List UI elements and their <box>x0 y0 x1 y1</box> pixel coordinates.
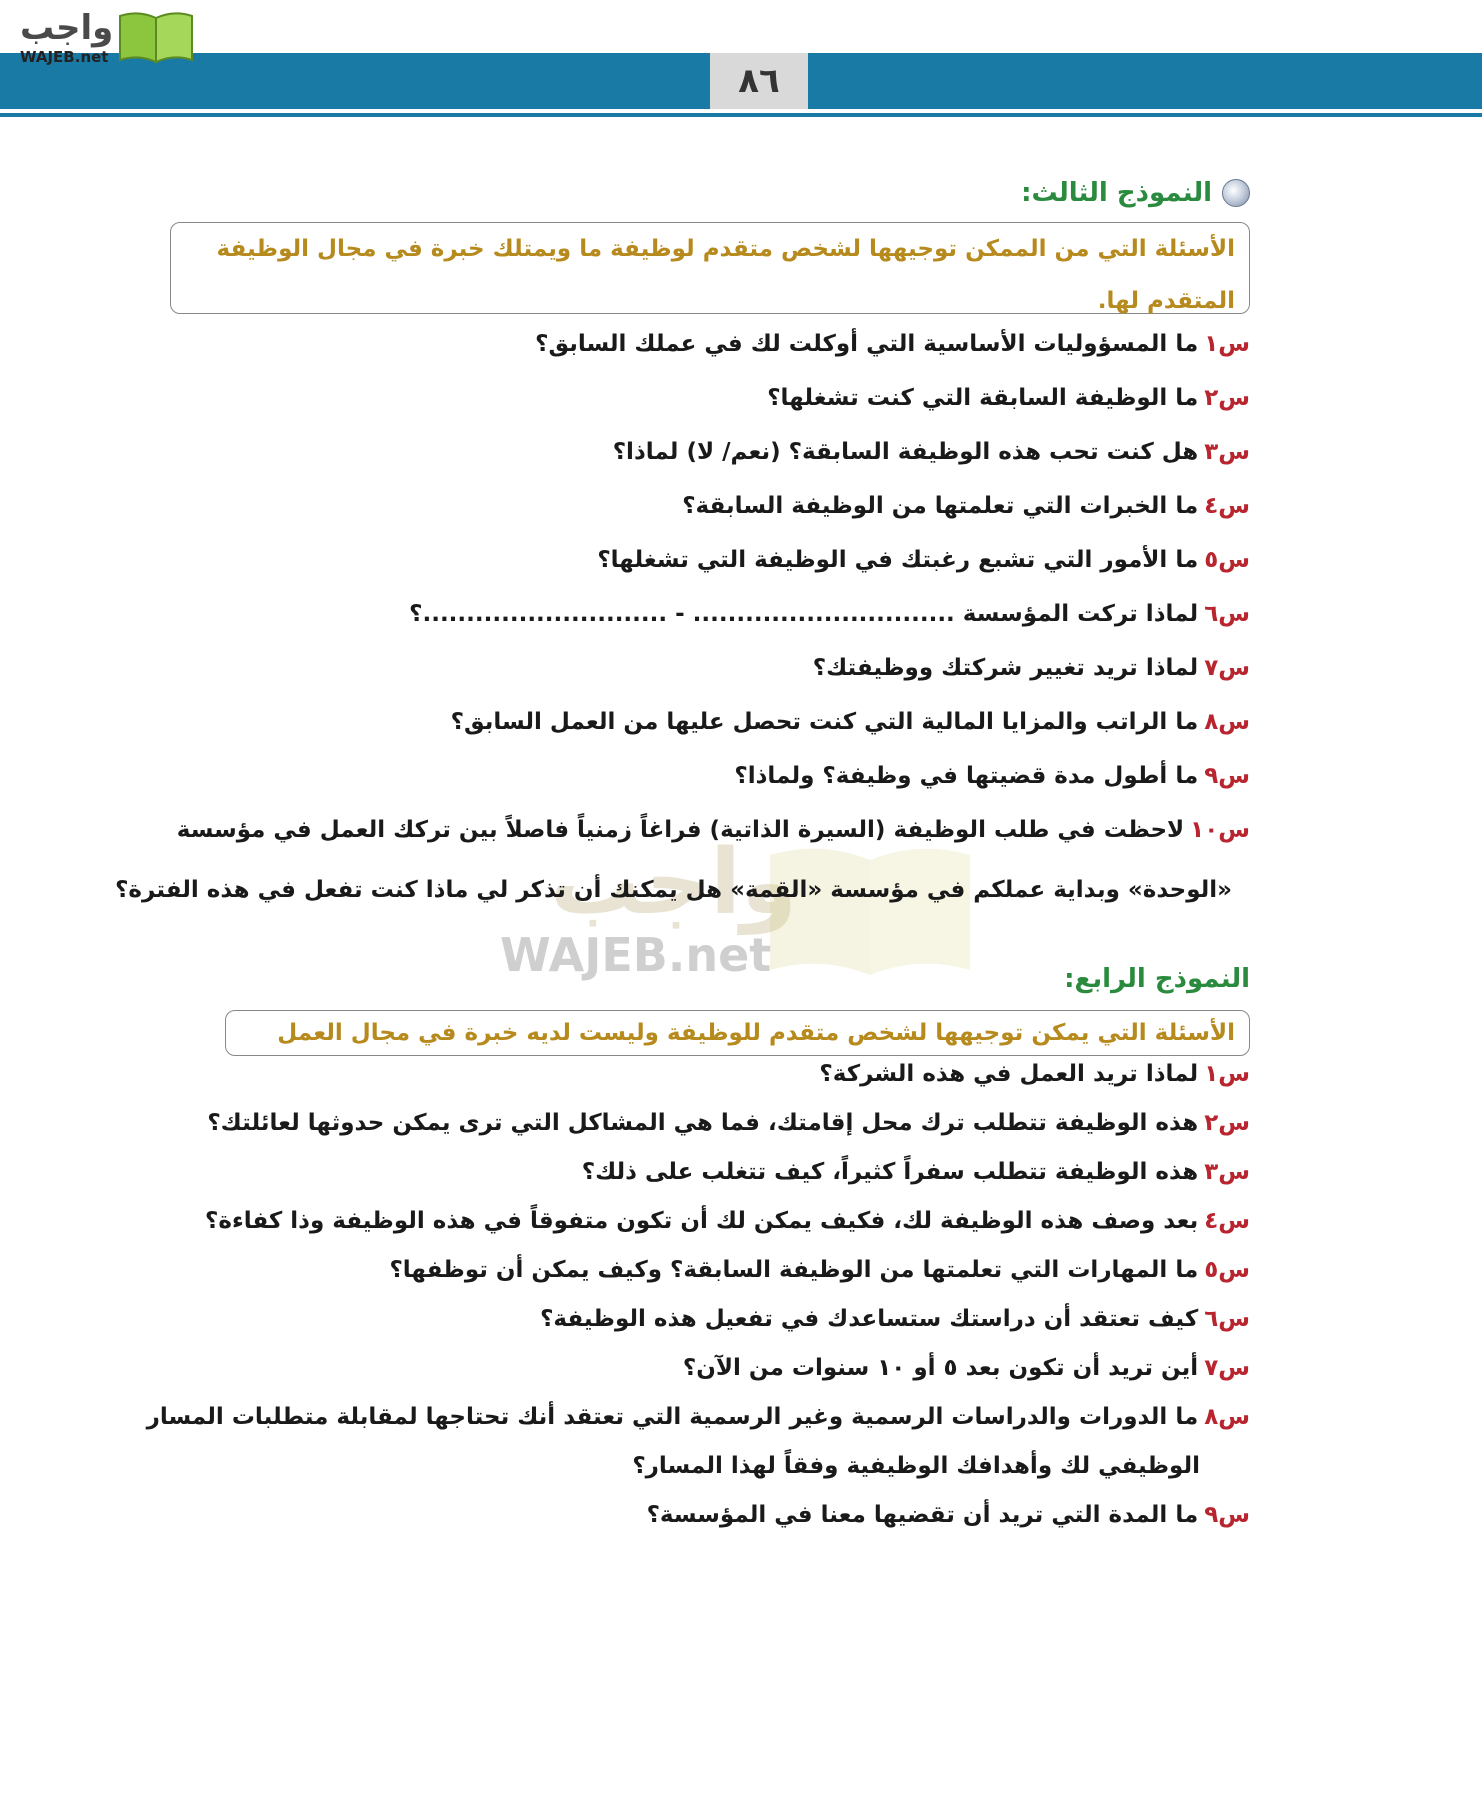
s3-question-1: س١ما المسؤوليات الأساسية التي أوكلت لك في عملك السابق؟ <box>535 331 1250 357</box>
s4-question-4: س٤بعد وصف هذه الوظيفة لك، فكيف يمكن لك أن تكون متفوقاً في هذه الوظيفة وذا كفاءة؟ <box>205 1208 1250 1234</box>
section4-intro-box <box>225 1010 1250 1056</box>
section4-heading <box>1064 964 1250 994</box>
s4-question-6: س٦كيف تعتقد أن دراستك ستساعدك في تفعيل هذه الوظيفة؟ <box>540 1306 1250 1332</box>
s4-question-1: س١لماذا تريد العمل في هذه الشركة؟ <box>819 1061 1250 1087</box>
s3-question-8: س٨ما الراتب والمزايا المالية التي كنت تحصل عليها من العمل السابق؟ <box>450 709 1250 735</box>
s4-question-8-cont: الوظيفي لك وأهدافك الوظيفية وفقاً لهذا المسار؟ <box>632 1453 1200 1479</box>
s4-question-2: س٢هذه الوظيفة تتطلب ترك محل إقامتك، فما هي المشاكل التي ترى يمكن حدوثها لعائلتك؟ <box>207 1110 1250 1136</box>
s4-question-3: س٣هذه الوظيفة تتطلب سفراً كثيراً، كيف تتغلب على ذلك؟ <box>581 1159 1250 1185</box>
section4-intro: الأسئلة التي يمكن توجيهها لشخص متقدم للوظيفة وليست لديه خبرة في مجال العمل <box>277 1020 1235 1046</box>
s3-question-10-cont: «الوحدة» وبداية عملكم في مؤسسة «القمة» هل يمكنك أن تذكر لي ماذا كنت تفعل في هذه الفترة؟ <box>115 877 1232 903</box>
s3-question-5: س٥ما الأمور التي تشبع رغبتك في الوظيفة التي تشغلها؟ <box>597 547 1250 573</box>
s4-question-8: س٨ما الدورات والدراسات الرسمية وغير الرسمية التي تعتقد أنك تحتاجها لمقابلة متطلبات المسار <box>146 1404 1250 1430</box>
s3-question-2: س٢ما الوظيفة السابقة التي كنت تشغلها؟ <box>767 385 1250 411</box>
section3-title: النموذج الثالث: <box>1021 178 1212 208</box>
s4-question-5: س٥ما المهارات التي تعلمتها من الوظيفة السابقة؟ وكيف يمكن أن توظفها؟ <box>389 1257 1250 1283</box>
page-number: ٨٦ <box>710 53 808 109</box>
watermark-ar: واجب <box>550 830 797 935</box>
logo-text-ar: واجب <box>20 8 114 48</box>
section3-intro: الأسئلة التي من الممكن توجيهها لشخص متقدم لوظيفة ما ويمتلك خبرة في مجال الوظيفة المتقدم لها. <box>216 236 1235 314</box>
logo-text-en: WAJEB.net <box>20 48 109 66</box>
watermark-en: WAJEB.net <box>500 928 772 982</box>
s4-question-9: س٩ما المدة التي تريد أن تقضيها معنا في المؤسسة؟ <box>646 1502 1250 1528</box>
s3-question-9: س٩ما أطول مدة قضيتها في وظيفة؟ ولماذا؟ <box>734 763 1250 789</box>
s3-question-6: س٦لماذا تركت المؤسسة .............................. - ............................؟ <box>409 601 1250 627</box>
s3-question-3: س٣هل كنت تحب هذه الوظيفة السابقة؟ (نعم/ لا) لماذا؟ <box>612 439 1250 465</box>
section3-intro-box <box>170 222 1250 314</box>
s3-question-10: س١٠لاحظت في طلب الوظيفة (السيرة الذاتية) فراغاً زمنياً فاصلاً بين تركك العمل في مؤسسة <box>176 817 1250 843</box>
section3-heading <box>1021 178 1250 208</box>
bullet-circle-icon <box>1222 179 1250 207</box>
section4-title: النموذج الرابع: <box>1064 964 1250 994</box>
s3-question-7: س٧لماذا تريد تغيير شركتك ووظيفتك؟ <box>812 655 1250 681</box>
s4-question-7: س٧أين تريد أن تكون بعد ٥ أو ١٠ سنوات من الآن؟ <box>682 1355 1250 1381</box>
s3-question-4: س٤ما الخبرات التي تعلمتها من الوظيفة السابقة؟ <box>682 493 1250 519</box>
